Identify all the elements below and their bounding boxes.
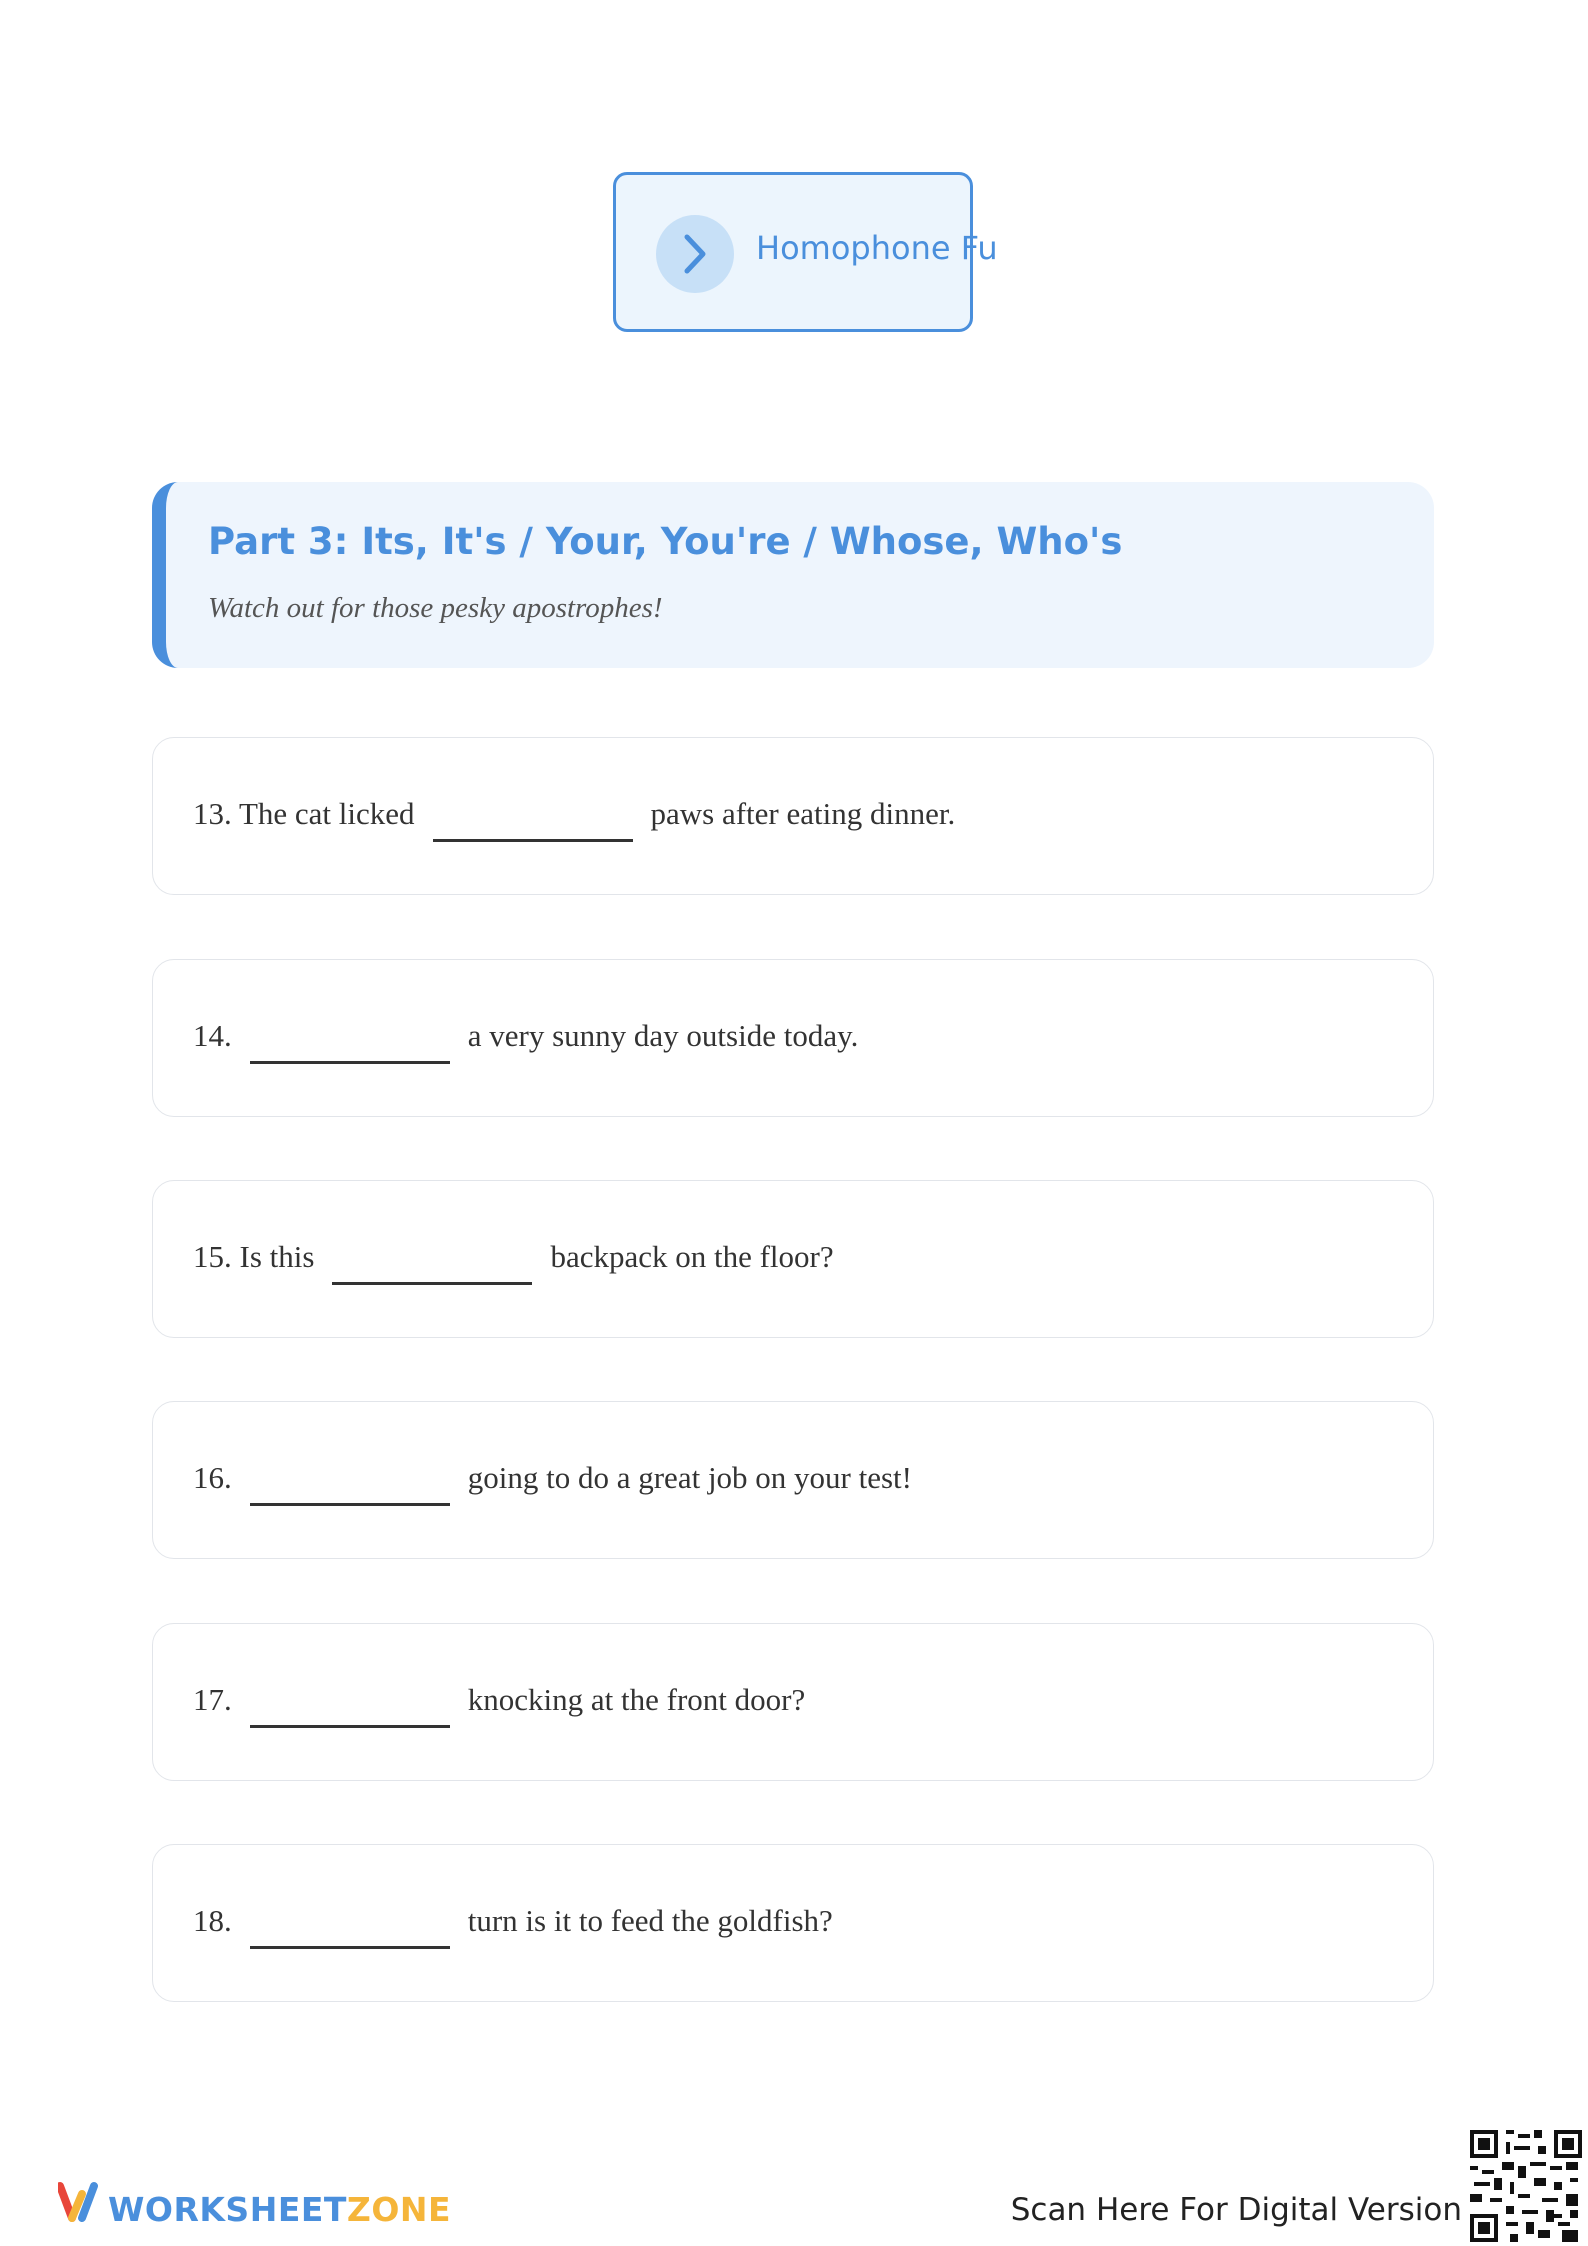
answer-blank[interactable] (250, 1018, 450, 1064)
question-card-14 (152, 959, 1434, 1117)
question-text-before: 18. (193, 1903, 232, 1938)
section-title: Part 3: Its, It's / Your, You're / Whose, Who's (208, 520, 1123, 563)
answer-blank[interactable] (433, 796, 633, 842)
question-text-after: turn is it to feed the goldfish? (467, 1903, 833, 1938)
answer-blank[interactable] (250, 1460, 450, 1506)
section-subtitle: Watch out for those pesky apostrophes! (208, 592, 663, 624)
question-text-before: 13. The cat licked (193, 796, 415, 831)
question-text-after: backpack on the floor? (550, 1239, 834, 1274)
worksheetzone-logo-icon (58, 2178, 98, 2224)
question-text-after: knocking at the front door? (467, 1682, 806, 1717)
chevron-right-icon (656, 215, 734, 293)
question-text-before: 14. (193, 1018, 232, 1053)
section-header (152, 482, 1434, 668)
question-card-13 (152, 737, 1434, 895)
scan-caption: Scan Here For Digital Version (1010, 2192, 1462, 2228)
question-text-after: paws after eating dinner. (650, 796, 956, 831)
question-card-17 (152, 1623, 1434, 1781)
worksheet-title-badge (613, 172, 998, 332)
brand-name: WORKSHEETZONE (108, 2190, 452, 2229)
answer-blank[interactable] (250, 1903, 450, 1949)
worksheet-title: Homophone Fu (756, 229, 998, 267)
question-text-before: 15. Is this (193, 1239, 315, 1274)
answer-blank[interactable] (332, 1239, 532, 1285)
question-card-18 (152, 1844, 1434, 2002)
question-card-15 (152, 1180, 1434, 1338)
answer-blank[interactable] (250, 1682, 450, 1728)
question-text-before: 17. (193, 1682, 232, 1717)
question-card-16 (152, 1401, 1434, 1559)
qr-code-icon[interactable] (1470, 2130, 1582, 2242)
question-text-before: 16. (193, 1460, 232, 1495)
question-text-after: a very sunny day outside today. (467, 1018, 859, 1053)
question-text-after: going to do a great job on your test! (467, 1460, 912, 1495)
